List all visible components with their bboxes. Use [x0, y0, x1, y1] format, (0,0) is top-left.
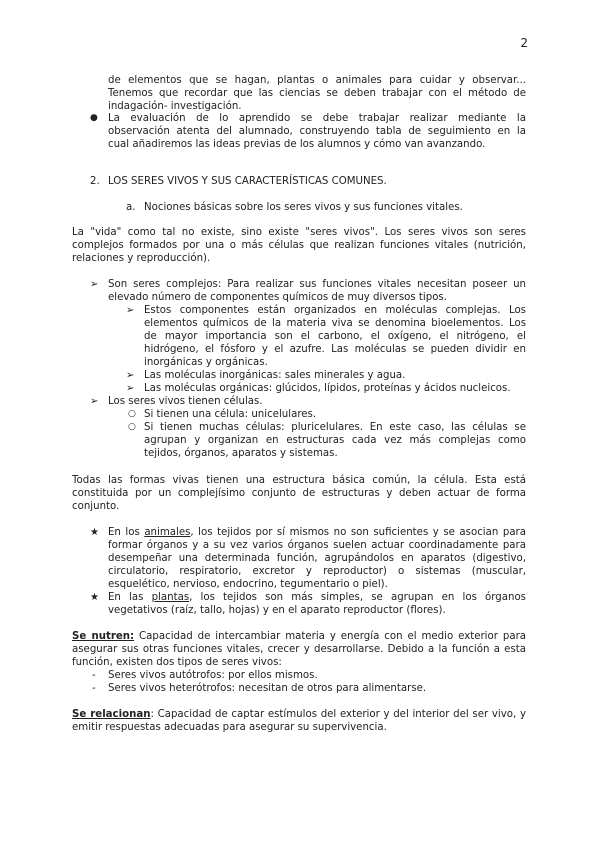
- paragraph-line: Todas las formas vivas tienen una estructura básica común, la célula. Esta está: [72, 475, 526, 486]
- list-item-line: elevado número de componentes químicos de muy diversos tipos.: [108, 292, 447, 303]
- arrow-bullet-icon: ➢: [90, 279, 99, 290]
- star-item-prefix: En los: [108, 527, 145, 538]
- paragraph-line: relaciones y reproducción).: [72, 253, 211, 264]
- keyword-plantas: plantas: [151, 592, 190, 603]
- intro-line: indagación- investigación.: [108, 101, 242, 112]
- arrow-bullet-icon: ➢: [126, 383, 135, 394]
- intro-line: de elementos que se hagan, plantas o animales para cuidar y observar...: [108, 75, 526, 86]
- term-se-nutren: Se nutren:: [72, 631, 135, 642]
- sublist-line: tejidos, órganos, aparatos y sistemas.: [144, 448, 338, 459]
- relacionan-rest: : Capacidad de captar estímulos del exterior y del interior del ser vivo, y: [150, 709, 526, 720]
- star-item-prefix: En las: [108, 592, 152, 603]
- nutren-line: función, existen dos tipos de seres vivos:: [72, 657, 282, 668]
- relacionan-line: emitir respuestas adecuadas para asegurar su supervivencia.: [72, 722, 387, 733]
- arrow-bullet-icon: ➢: [126, 370, 135, 381]
- sublist-line: hidrógeno, el fósforo y el azufre. Las moléculas se pueden dividir en: [144, 344, 526, 355]
- evaluation-line: observación atenta del alumnado, construyendo tabla de seguimiento en la: [108, 126, 526, 137]
- sublist-line: de mayor importancia son el carbono, el oxígeno, el nitrógeno, el: [144, 331, 526, 342]
- nutren-rest: Capacidad de intercambiar materia y energía con el medio exterior para: [134, 631, 527, 642]
- sublist-line: Estos componentes están organizados en moléculas complejas. Los: [144, 305, 526, 316]
- section-title: LOS SERES VIVOS Y SUS CARACTERÍSTICAS COMUNES.: [108, 176, 387, 187]
- star-item-line: formar órganos y a su vez varios órganos suelen actuar coordinadamente para: [108, 540, 526, 551]
- sublist-line: Si tienen muchas células: pluricelulares. En este caso, las células se: [144, 422, 526, 433]
- arrow-bullet-icon: ➢: [126, 305, 135, 316]
- paragraph-line: complejos formados por una o más células que realizan funciones vitales (nutrición,: [72, 240, 526, 251]
- sublist-line: Las moléculas orgánicas: glúcidos, lípidos, proteínas y ácidos nucleicos.: [144, 383, 511, 394]
- star-item-line: desempeñar una determinada función, agrupándolos en aparatos (digestivo,: [108, 553, 526, 564]
- keyword-animales: animales: [144, 527, 191, 538]
- star-item-line: [108, 591, 526, 604]
- section-number: 2.: [90, 176, 100, 187]
- relacionan-line: [72, 708, 526, 721]
- paragraph-line: La "vida" como tal no existe, sino existe "seres vivos". Los seres vivos son seres: [72, 227, 526, 238]
- circle-bullet-icon: ○: [128, 409, 136, 419]
- dash-bullet: -: [92, 683, 96, 694]
- star-item-line: vegetativos (raíz, tallo, hojas) y en el aparato reproductor (flores).: [108, 605, 446, 616]
- sublist-line: elementos químicos de la materia viva se denomina bioelementos. Los: [144, 318, 526, 329]
- star-item-rest: , los tejidos son más simples, se agrupan en los órganos: [189, 592, 526, 603]
- bullet-icon: ●: [90, 113, 98, 123]
- list-item-line: Son seres complejos: Para realizar sus funciones vitales necesitan poseer un: [108, 279, 526, 290]
- sublist-line: Las moléculas inorgánicas: sales minerales y agua.: [144, 370, 406, 381]
- sublist-line: inorgánicas y orgánicas.: [144, 357, 268, 368]
- subsection-letter: a.: [126, 202, 136, 213]
- list-item-line: Los seres vivos tienen células.: [108, 396, 263, 407]
- arrow-bullet-icon: ➢: [90, 396, 99, 407]
- intro-line: Tenemos que recordar que las ciencias se deben trabajar con el método de: [108, 88, 526, 99]
- star-bullet-icon: ★: [90, 527, 99, 538]
- star-item-rest: , los tejidos por sí mismos no son suficientes y se asocian para: [190, 527, 526, 538]
- sublist-line: agrupan y organizan en estructuras cada vez más complejas como: [144, 435, 526, 446]
- star-item-line: esquelético, nervioso, endocrino, tegumentario o piel).: [108, 579, 388, 590]
- star-item-line: [108, 526, 526, 539]
- page-number: 2: [520, 36, 528, 50]
- term-se-relacionan: Se relacionan: [72, 709, 151, 720]
- paragraph-line: conjunto.: [72, 501, 120, 512]
- evaluation-line: La evaluación de lo aprendido se debe trabajar realizar mediante la: [108, 113, 526, 124]
- dash-bullet: -: [92, 670, 96, 681]
- nutren-line: [72, 630, 526, 643]
- subsection-title: Nociones básicas sobre los seres vivos y sus funciones vitales.: [144, 202, 463, 213]
- nutren-line: asegurar sus otras funciones vitales, crecer y desarrollarse. Debido a la función a esta: [72, 644, 526, 655]
- nutren-type: Seres vivos autótrofos: por ellos mismos.: [108, 670, 318, 681]
- paragraph-line: constituida por un complejísimo conjunto de estructuras y deben actuar de forma: [72, 488, 526, 499]
- sublist-line: Si tienen una célula: unicelulares.: [144, 409, 317, 420]
- circle-bullet-icon: ○: [128, 422, 136, 432]
- star-item-line: circulatorio, respiratorio, excretor y reproductor) o sistemas (muscular,: [108, 566, 526, 577]
- nutren-type: Seres vivos heterótrofos: necesitan de otros para alimentarse.: [108, 683, 427, 694]
- star-bullet-icon: ★: [90, 592, 99, 603]
- evaluation-line: cual añadiremos las ideas previas de los alumnos y cómo van avanzando.: [108, 139, 486, 150]
